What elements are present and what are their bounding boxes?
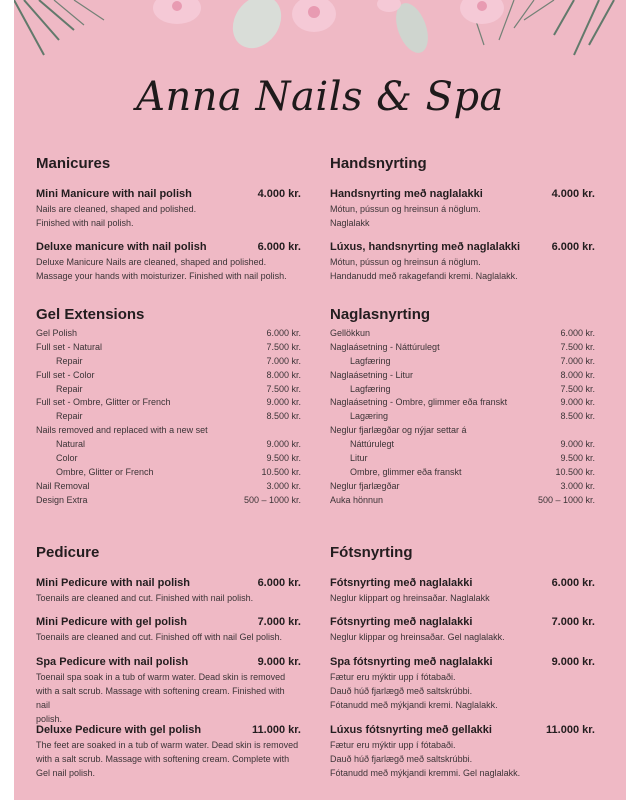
item-name: Spa Pedicure with nail polish (36, 656, 189, 668)
item-name: Mini Pedicure with nail polish (36, 577, 191, 589)
menu-item (36, 188, 301, 230)
price-row: Neglur fjarlægðar og nýjar settar á (330, 425, 467, 436)
item-desc: Fætur eru mýktir upp í fótabaði. (330, 740, 456, 750)
item-price: 4.000 kr. (257, 188, 301, 200)
item-desc: with a salt scrub. Massage with softening cream. Complete with (36, 754, 290, 764)
item-desc: Neglur klippart og hreinsaðar. Naglalakk (330, 593, 490, 603)
menu-item (330, 656, 595, 712)
item-price: 6.000 kr. (257, 241, 301, 253)
item-price: 6.000 kr. (551, 241, 595, 253)
item-desc: The feet are soaked in a tub of warm water. Dead skin is removed (36, 740, 299, 750)
section-heading: Pedicure (36, 544, 100, 561)
item-desc: Handanudd með rakagefandi kremi. Naglalakk. (330, 271, 518, 281)
item-desc: with a salt scrub. Massage with softening cream. Finished with nail (36, 686, 285, 710)
menu-item (36, 616, 301, 644)
menu-item (330, 616, 595, 644)
price-row: Ombre, glimmer eða franskt 10.500 kr. (350, 466, 595, 477)
price-row: Design Extra 500 – 1000 kr. (36, 494, 301, 505)
price-row: Nails removed and replaced with a new set (36, 425, 208, 436)
item-desc: polish. (36, 714, 63, 724)
section-heading: Handsnyrting (330, 155, 427, 172)
menu-item (36, 724, 301, 780)
price-row: Repair 8.500 kr. (56, 411, 301, 422)
menu-item (36, 241, 301, 283)
price-row: Naglaásetning - Litur 8.000 kr. (330, 369, 595, 380)
price-row: Naglaásetning - Náttúrulegt 7.500 kr. (330, 341, 595, 352)
item-desc: Fótanudd með mýkjandi kremi. Naglalakk. (330, 700, 498, 710)
item-price: 6.000 kr. (551, 577, 595, 589)
price-row: Gellökkun 6.000 kr. (330, 328, 595, 338)
item-desc: Naglalakk (330, 218, 370, 228)
item-price: 11.000 kr. (546, 724, 595, 736)
item-price: 4.000 kr. (551, 188, 595, 200)
menu-item (330, 724, 595, 780)
item-desc: Mótun, pússun og hreinsun á nöglum. (330, 204, 481, 214)
price-row: Repair 7.500 kr. (56, 383, 301, 394)
section-heading: Gel Extensions (36, 306, 145, 323)
item-price: 11.000 kr. (252, 724, 301, 736)
price-row: Naglaásetning - Ombre, glimmer eða franskt 9.000 kr. (330, 397, 595, 408)
item-price: 9.000 kr. (257, 656, 301, 668)
item-price: 6.000 kr. (257, 577, 301, 589)
item-name: Fótsnyrting með naglalakki (330, 577, 473, 589)
price-row: Repair 7.000 kr. (56, 355, 301, 366)
price-row: Lagfæring 7.000 kr. (350, 355, 595, 366)
item-name: Deluxe manicure with nail polish (36, 241, 207, 253)
item-desc: Toenail spa soak in a tub of warm water. Dead skin is removed (36, 672, 286, 682)
item-desc: Deluxe Manicure Nails are cleaned, shaped and polished. (36, 257, 267, 267)
price-row: Nail Removal 3.000 kr. (36, 480, 301, 491)
price-row: Náttúrulegt 9.000 kr. (350, 439, 595, 450)
menu-item (330, 188, 595, 230)
item-desc: Massage your hands with moisturizer. Finished with nail polish. (36, 271, 287, 281)
page-title: Anna Nails & Spa (136, 74, 504, 120)
item-name: Mini Manicure with nail polish (36, 188, 192, 200)
section-heading: Naglasnyrting (330, 306, 431, 323)
item-desc: Mótun, pússun og hreinsun á nöglum. (330, 257, 481, 267)
price-row: Full set - Ombre, Glitter or French 9.000 kr. (36, 397, 301, 408)
item-name: Deluxe Pedicure with gel polish (36, 724, 202, 736)
price-row: Color 9.500 kr. (56, 453, 301, 464)
section-heading: Fótsnyrting (330, 544, 413, 561)
price-row: Lagæring 8.500 kr. (350, 411, 595, 422)
item-desc: Dauð húð fjarlægð með saltskrúbbi. (330, 754, 473, 764)
menu-item (36, 656, 301, 726)
item-name: Fótsnyrting með naglalakki (330, 616, 473, 628)
price-row: Ombre, Glitter or French 10.500 kr. (56, 466, 301, 477)
price-row: Full set - Color 8.000 kr. (36, 369, 301, 380)
item-name: Lúxus, handsnyrting með naglalakki (330, 241, 521, 253)
item-name: Lúxus fótsnyrting með gellakki (330, 724, 492, 736)
price-row: Full set - Natural 7.500 kr. (36, 341, 301, 352)
menu-page (14, 0, 626, 800)
section-heading: Manicures (36, 155, 111, 172)
item-desc: Fætur eru mýktir upp í fótabaði. (330, 672, 456, 682)
price-row: Lagfæring 7.500 kr. (350, 383, 595, 394)
menu-item (36, 577, 301, 605)
item-name: Spa fótsnyrting með naglalakki (330, 656, 493, 668)
item-desc: Toenails are cleaned and cut. Finished off with nail Gel polish. (36, 632, 282, 642)
price-row: Natural 9.000 kr. (56, 439, 301, 450)
item-price: 7.000 kr. (551, 616, 595, 628)
price-row: Neglur fjarlægðar 3.000 kr. (330, 480, 595, 491)
item-desc: Gel nail polish. (36, 768, 96, 778)
price-row: Gel Polish 6.000 kr. (36, 328, 301, 338)
price-list (330, 327, 595, 508)
menu-item (330, 241, 595, 283)
menu-item (330, 577, 595, 605)
item-desc: Toenails are cleaned and cut. Finished with nail polish. (36, 593, 254, 603)
price-row: Litur 9.500 kr. (350, 453, 595, 464)
item-desc: Nails are cleaned, shaped and polished. (36, 204, 197, 214)
price-row: Auka hönnun 500 – 1000 kr. (330, 494, 595, 505)
item-desc: Fótanudd með mýkjandi kremmi. Gel naglalakk. (330, 768, 521, 778)
item-name: Mini Pedicure with gel polish (36, 616, 187, 628)
item-desc: Neglur klippar og hreinsaðar. Gel naglalakk. (330, 632, 505, 642)
item-price: 7.000 kr. (257, 616, 301, 628)
price-list (36, 327, 301, 508)
item-desc: Dauð húð fjarlægð með saltskrúbbi. (330, 686, 473, 696)
item-desc: Finished with nail polish. (36, 218, 134, 228)
item-price: 9.000 kr. (551, 656, 595, 668)
item-name: Handsnyrting með naglalakki (330, 188, 483, 200)
floral-decoration (14, 0, 626, 70)
